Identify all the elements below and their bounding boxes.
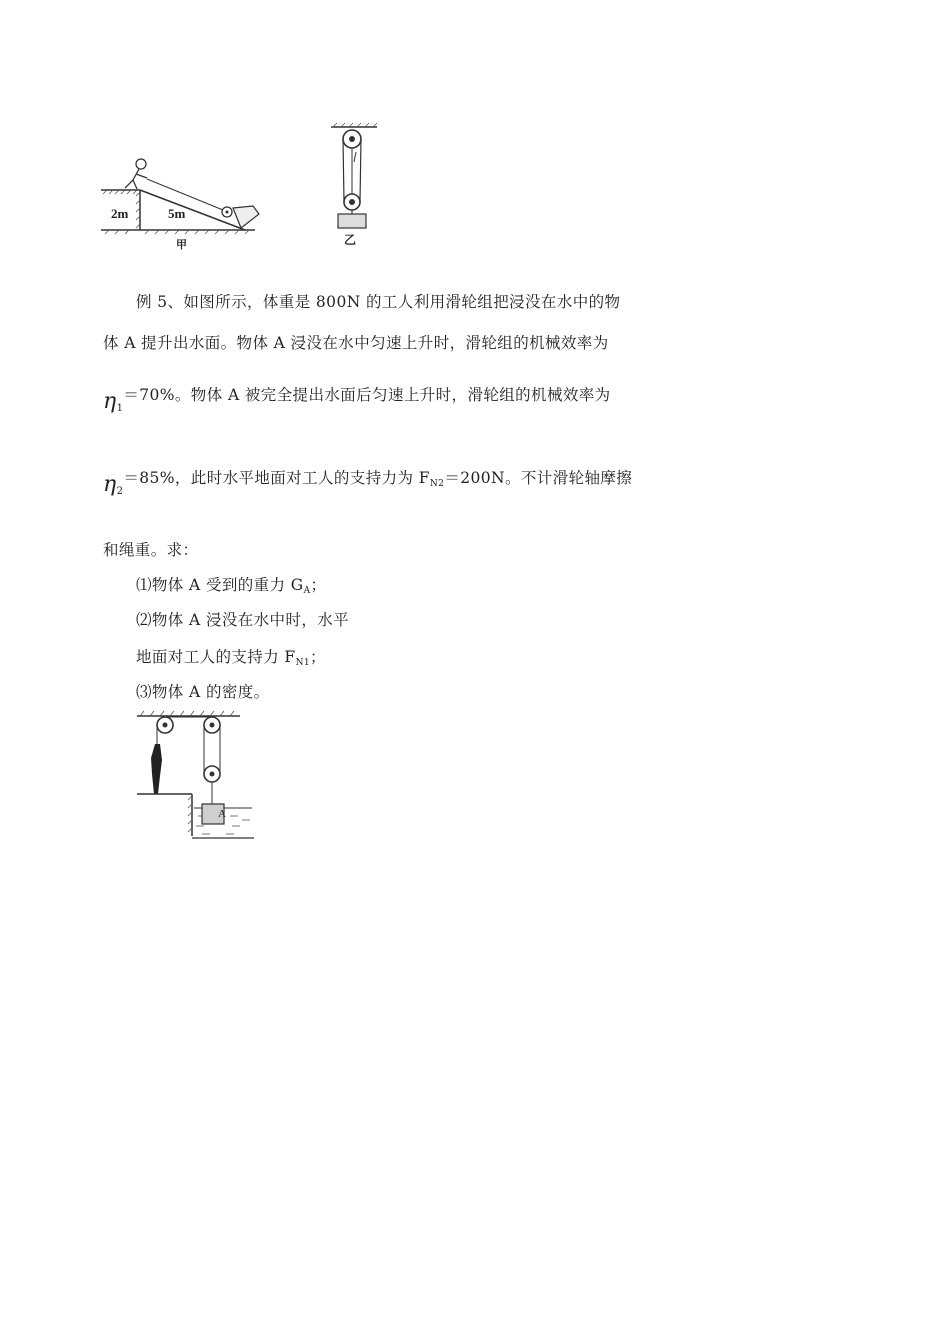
figure-pulley-vertical [325,122,385,247]
figure-yi-caption: 乙 [344,233,357,247]
question-3: ⑶物体 A 的密度。 [136,683,270,701]
problem-line-5: 和绳重。求： [103,541,199,559]
figure-pulley-water [132,708,257,843]
eta1-symbol: η [103,389,117,414]
problem-line-4: $\eta_2=85\%$，此时水平地面对工人的支持力为 FN2＝200N。不计滑轮轴摩擦 [103,469,633,497]
problem-line-3: $\eta_1=70\%$。物体 A 被完全提出水面后匀速上升时，滑轮组的机械效率为 [103,386,611,414]
incline-height-label: 2m [111,206,129,221]
question-1: ⑴物体 A 受到的重力 GA； [136,576,327,596]
eta2-symbol: η [103,472,117,497]
block-a-label: A [218,808,226,820]
problem-line-1: 例 5、如图所示，体重是 800N 的工人利用滑轮组把浸没在水中的物 [136,293,621,311]
question-2-line-1: ⑵物体 A 浸没在水中时，水平 [136,611,350,629]
question-2-line-2: 地面对工人的支持力 FN1； [136,648,326,668]
problem-line-2: 体 A 提升出水面。物体 A 浸没在水中匀速上升时，滑轮组的机械效率为 [103,334,609,352]
incline-length-label: 5m [168,206,186,221]
figure-jia-caption: 甲 [176,239,187,251]
